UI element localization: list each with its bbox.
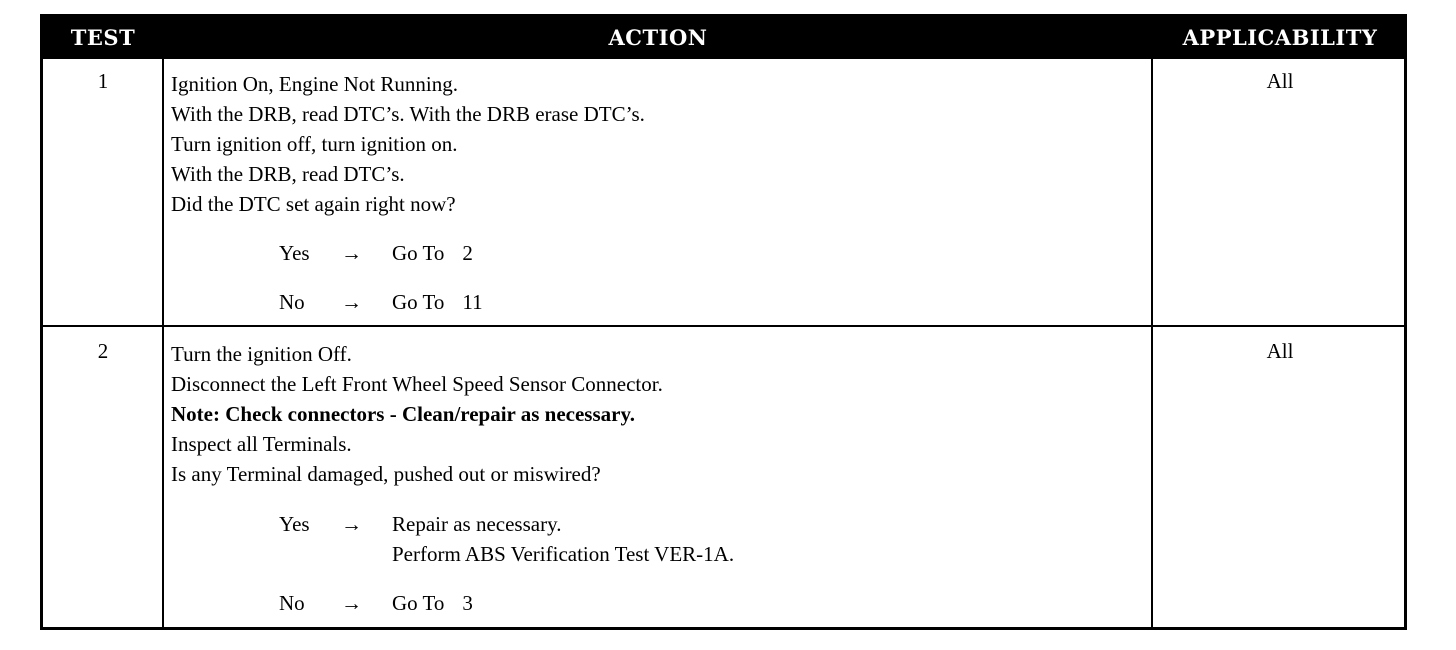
no-result-1 <box>392 287 483 317</box>
right-arrow-icon: → <box>341 512 362 536</box>
goto-text: Go To <box>392 591 445 615</box>
yes-result-2: Repair as necessary. <box>392 512 562 536</box>
table-header <box>43 17 1404 59</box>
right-arrow-icon: → <box>341 591 362 615</box>
test-number-1: 1 <box>97 69 109 93</box>
action-steps-2 <box>171 339 1141 489</box>
note-line: Note: Check connectors - Clean/repair as necessary. <box>171 402 636 426</box>
action-line: Inspect all Terminals. <box>171 432 352 456</box>
no-result-2 <box>392 588 473 618</box>
goto-target: 11 <box>462 290 483 314</box>
yes-label-1: Yes <box>279 241 310 265</box>
action-line: Turn ignition off, turn ignition on. <box>171 132 458 156</box>
yes-label-2: Yes <box>279 512 310 536</box>
right-arrow-icon: → <box>341 241 362 265</box>
goto-target: 3 <box>462 591 473 615</box>
header-action: ACTION <box>608 25 708 50</box>
goto-text: Go To <box>392 290 445 314</box>
no-label-2: No <box>279 591 305 615</box>
action-line: Is any Terminal damaged, pushed out or miswired? <box>171 462 601 486</box>
header-applicability: APPLICABILITY <box>1182 25 1378 50</box>
diagnostic-test-table <box>40 14 1407 630</box>
action-line: Turn the ignition Off. <box>171 342 352 366</box>
action-line: Did the DTC set again right now? <box>171 192 456 216</box>
row-divider <box>43 325 1404 327</box>
goto-target: 2 <box>462 241 473 265</box>
action-line: Ignition On, Engine Not Running. <box>171 72 458 96</box>
goto-text: Go To <box>392 241 445 265</box>
test-number-2: 2 <box>97 339 109 363</box>
no-label-1: No <box>279 290 305 314</box>
applicability-1: All <box>1266 69 1294 93</box>
header-test: TEST <box>70 25 136 50</box>
right-arrow-icon: → <box>341 290 362 314</box>
action-line: With the DRB, read DTC’s. With the DRB erase DTC’s. <box>171 102 645 126</box>
yes-result-1 <box>392 238 473 268</box>
applicability-2: All <box>1266 339 1294 363</box>
yes-result-2-line2: Perform ABS Verification Test VER-1A. <box>392 542 735 566</box>
action-line: Disconnect the Left Front Wheel Speed Sensor Connector. <box>171 372 663 396</box>
action-line: With the DRB, read DTC’s. <box>171 162 405 186</box>
action-steps-1 <box>171 69 1141 219</box>
